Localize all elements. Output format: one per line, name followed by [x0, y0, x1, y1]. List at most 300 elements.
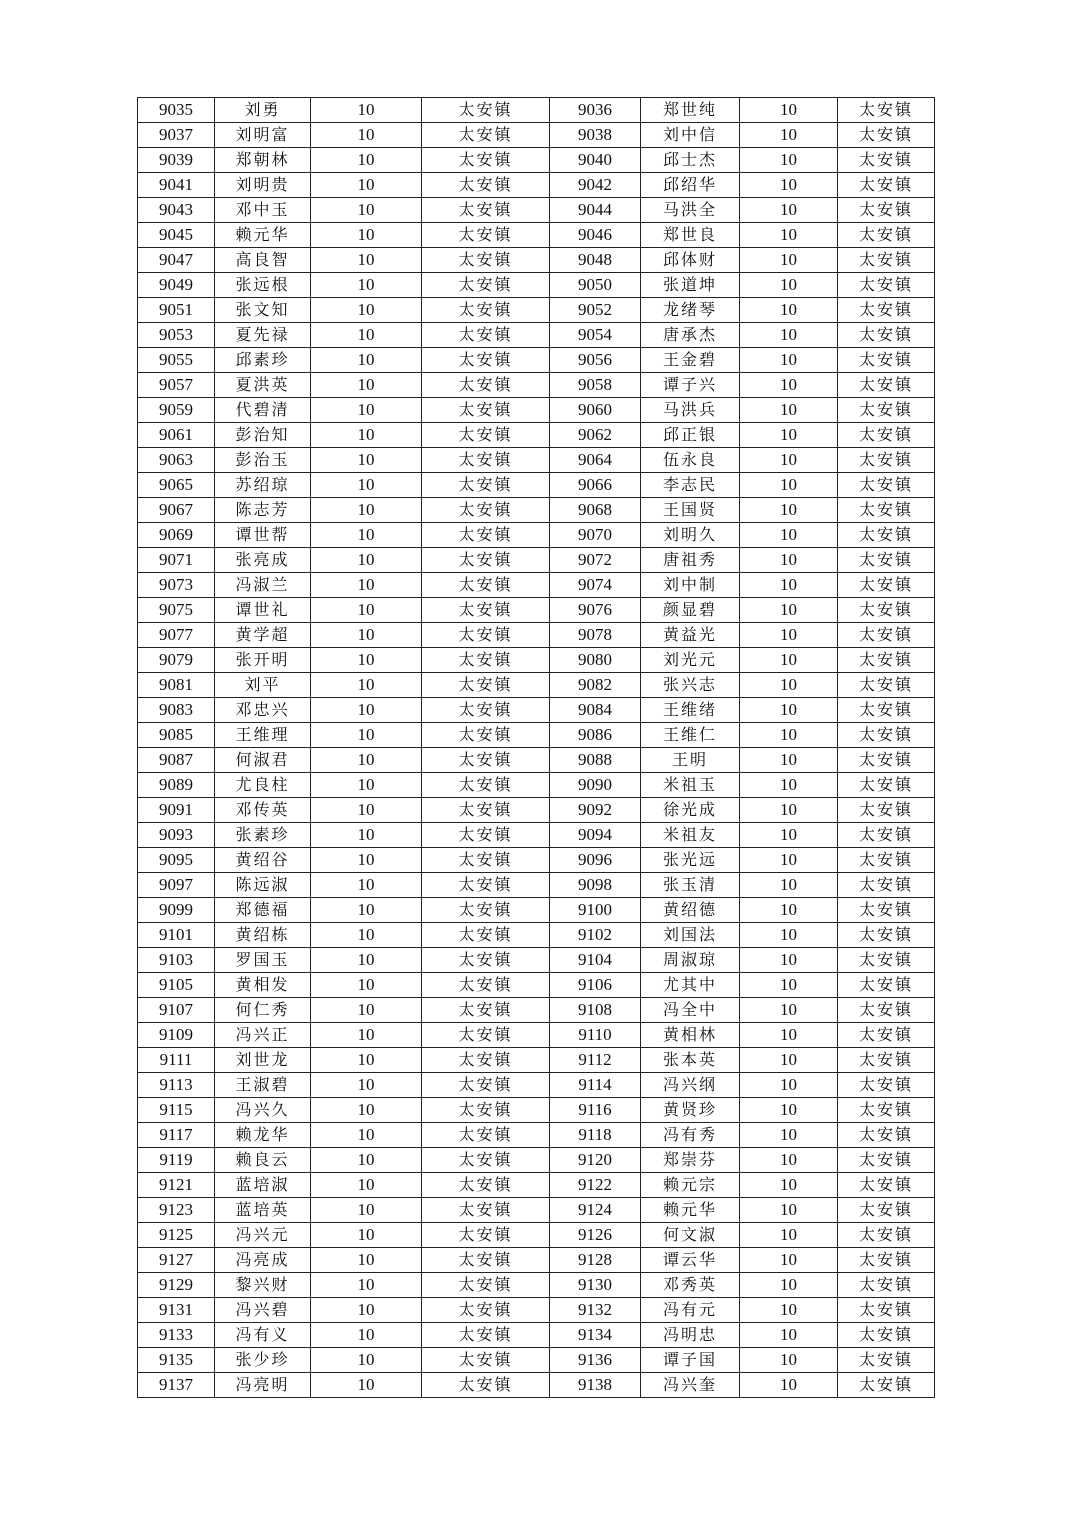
- id-cell: 9130: [550, 1273, 641, 1298]
- town-cell: 太安镇: [838, 723, 935, 748]
- id-cell: 9055: [138, 348, 215, 373]
- amount-cell: 10: [311, 1098, 422, 1123]
- name-cell: 彭治玉: [215, 448, 311, 473]
- town-cell: 太安镇: [838, 398, 935, 423]
- town-cell: 太安镇: [422, 1098, 550, 1123]
- amount-cell: 10: [740, 1223, 838, 1248]
- amount-cell: 10: [311, 298, 422, 323]
- name-cell: 张玉清: [641, 873, 740, 898]
- name-cell: 苏绍琼: [215, 473, 311, 498]
- table-row: [138, 248, 935, 273]
- table-row: [138, 1348, 935, 1373]
- name-cell: 王维仁: [641, 723, 740, 748]
- id-cell: 9106: [550, 973, 641, 998]
- amount-cell: 10: [311, 198, 422, 223]
- town-cell: 太安镇: [422, 498, 550, 523]
- town-cell: 太安镇: [422, 1298, 550, 1323]
- id-cell: 9103: [138, 948, 215, 973]
- amount-cell: 10: [740, 1373, 838, 1398]
- table-row: [138, 1248, 935, 1273]
- table-row: [138, 998, 935, 1023]
- town-cell: 太安镇: [838, 873, 935, 898]
- id-cell: 9125: [138, 1223, 215, 1248]
- id-cell: 9073: [138, 573, 215, 598]
- amount-cell: 10: [740, 973, 838, 998]
- name-cell: 邱体财: [641, 248, 740, 273]
- town-cell: 太安镇: [422, 1123, 550, 1148]
- amount-cell: 10: [740, 1173, 838, 1198]
- id-cell: 9051: [138, 298, 215, 323]
- id-cell: 9043: [138, 198, 215, 223]
- table-row: [138, 1323, 935, 1348]
- amount-cell: 10: [740, 198, 838, 223]
- town-cell: 太安镇: [422, 923, 550, 948]
- amount-cell: 10: [311, 1273, 422, 1298]
- name-cell: 谭子国: [641, 1348, 740, 1373]
- id-cell: 9092: [550, 798, 641, 823]
- table-row: [138, 548, 935, 573]
- name-cell: 冯亮成: [215, 1248, 311, 1273]
- id-cell: 9080: [550, 648, 641, 673]
- name-cell: 邱士杰: [641, 148, 740, 173]
- amount-cell: 10: [740, 123, 838, 148]
- town-cell: 太安镇: [422, 98, 550, 123]
- table-row: [138, 1298, 935, 1323]
- name-cell: 张本英: [641, 1048, 740, 1073]
- town-cell: 太安镇: [838, 848, 935, 873]
- id-cell: 9050: [550, 273, 641, 298]
- id-cell: 9116: [550, 1098, 641, 1123]
- town-cell: 太安镇: [838, 223, 935, 248]
- amount-cell: 10: [740, 523, 838, 548]
- town-cell: 太安镇: [838, 948, 935, 973]
- id-cell: 9138: [550, 1373, 641, 1398]
- town-cell: 太安镇: [422, 848, 550, 873]
- amount-cell: 10: [740, 898, 838, 923]
- name-cell: 冯亮明: [215, 1373, 311, 1398]
- amount-cell: 10: [740, 223, 838, 248]
- name-cell: 谭云华: [641, 1248, 740, 1273]
- id-cell: 9127: [138, 1248, 215, 1273]
- name-cell: 刘中信: [641, 123, 740, 148]
- name-cell: 张开明: [215, 648, 311, 673]
- amount-cell: 10: [740, 323, 838, 348]
- table-row: [138, 423, 935, 448]
- name-cell: 张文知: [215, 298, 311, 323]
- town-cell: 太安镇: [422, 448, 550, 473]
- name-cell: 张兴志: [641, 673, 740, 698]
- town-cell: 太安镇: [838, 273, 935, 298]
- id-cell: 9098: [550, 873, 641, 898]
- table-row: [138, 1123, 935, 1148]
- id-cell: 9039: [138, 148, 215, 173]
- table-row: [138, 398, 935, 423]
- town-cell: 太安镇: [422, 173, 550, 198]
- amount-cell: 10: [311, 1298, 422, 1323]
- name-cell: 米祖友: [641, 823, 740, 848]
- town-cell: 太安镇: [422, 873, 550, 898]
- town-cell: 太安镇: [838, 348, 935, 373]
- town-cell: 太安镇: [838, 1098, 935, 1123]
- town-cell: 太安镇: [422, 798, 550, 823]
- name-cell: 赖元华: [215, 223, 311, 248]
- town-cell: 太安镇: [838, 173, 935, 198]
- name-cell: 王维理: [215, 723, 311, 748]
- amount-cell: 10: [311, 98, 422, 123]
- id-cell: 9065: [138, 473, 215, 498]
- amount-cell: 10: [311, 1123, 422, 1148]
- name-cell: 邓传英: [215, 798, 311, 823]
- table-row: [138, 648, 935, 673]
- name-cell: 何文淑: [641, 1223, 740, 1248]
- name-cell: 冯兴正: [215, 1023, 311, 1048]
- amount-cell: 10: [740, 723, 838, 748]
- id-cell: 9062: [550, 423, 641, 448]
- amount-cell: 10: [740, 748, 838, 773]
- id-cell: 9052: [550, 298, 641, 323]
- id-cell: 9083: [138, 698, 215, 723]
- town-cell: 太安镇: [422, 223, 550, 248]
- amount-cell: 10: [740, 623, 838, 648]
- amount-cell: 10: [311, 1248, 422, 1273]
- town-cell: 太安镇: [838, 1248, 935, 1273]
- id-cell: 9054: [550, 323, 641, 348]
- name-cell: 刘明久: [641, 523, 740, 548]
- amount-cell: 10: [740, 573, 838, 598]
- name-cell: 赖元华: [641, 1198, 740, 1223]
- table-row: [138, 298, 935, 323]
- id-cell: 9097: [138, 873, 215, 898]
- name-cell: 王淑碧: [215, 1073, 311, 1098]
- amount-cell: 10: [740, 348, 838, 373]
- town-cell: 太安镇: [422, 148, 550, 173]
- table-row: [138, 1273, 935, 1298]
- table-row: [138, 223, 935, 248]
- id-cell: 9064: [550, 448, 641, 473]
- name-cell: 米祖玉: [641, 773, 740, 798]
- table-row: [138, 623, 935, 648]
- name-cell: 龙绪琴: [641, 298, 740, 323]
- id-cell: 9107: [138, 998, 215, 1023]
- name-cell: 刘光元: [641, 648, 740, 673]
- name-cell: 王维绪: [641, 698, 740, 723]
- name-cell: 冯淑兰: [215, 573, 311, 598]
- id-cell: 9071: [138, 548, 215, 573]
- id-cell: 9110: [550, 1023, 641, 1048]
- town-cell: 太安镇: [422, 998, 550, 1023]
- town-cell: 太安镇: [422, 473, 550, 498]
- name-cell: 夏洪英: [215, 373, 311, 398]
- town-cell: 太安镇: [838, 898, 935, 923]
- town-cell: 太安镇: [838, 1173, 935, 1198]
- amount-cell: 10: [311, 673, 422, 698]
- amount-cell: 10: [740, 673, 838, 698]
- table-row: [138, 848, 935, 873]
- town-cell: 太安镇: [422, 1023, 550, 1048]
- amount-cell: 10: [311, 448, 422, 473]
- town-cell: 太安镇: [838, 1373, 935, 1398]
- name-cell: 赖元宗: [641, 1173, 740, 1198]
- town-cell: 太安镇: [422, 398, 550, 423]
- town-cell: 太安镇: [838, 473, 935, 498]
- table-row: [138, 1098, 935, 1123]
- id-cell: 9035: [138, 98, 215, 123]
- id-cell: 9082: [550, 673, 641, 698]
- town-cell: 太安镇: [838, 1298, 935, 1323]
- name-cell: 邓秀英: [641, 1273, 740, 1298]
- town-cell: 太安镇: [838, 573, 935, 598]
- table-row: [138, 973, 935, 998]
- id-cell: 9045: [138, 223, 215, 248]
- id-cell: 9112: [550, 1048, 641, 1073]
- table-row: [138, 123, 935, 148]
- id-cell: 9077: [138, 623, 215, 648]
- town-cell: 太安镇: [838, 798, 935, 823]
- amount-cell: 10: [740, 248, 838, 273]
- amount-cell: 10: [311, 498, 422, 523]
- town-cell: 太安镇: [422, 823, 550, 848]
- amount-cell: 10: [740, 1098, 838, 1123]
- id-cell: 9113: [138, 1073, 215, 1098]
- name-cell: 李志民: [641, 473, 740, 498]
- amount-cell: 10: [311, 848, 422, 873]
- amount-cell: 10: [311, 123, 422, 148]
- name-cell: 黎兴财: [215, 1273, 311, 1298]
- id-cell: 9114: [550, 1073, 641, 1098]
- amount-cell: 10: [740, 598, 838, 623]
- table-row: [138, 873, 935, 898]
- name-cell: 张远根: [215, 273, 311, 298]
- town-cell: 太安镇: [838, 1323, 935, 1348]
- amount-cell: 10: [311, 1148, 422, 1173]
- name-cell: 马洪全: [641, 198, 740, 223]
- id-cell: 9122: [550, 1173, 641, 1198]
- table-row: [138, 1223, 935, 1248]
- name-cell: 刘平: [215, 673, 311, 698]
- id-cell: 9072: [550, 548, 641, 573]
- table-row: [138, 798, 935, 823]
- town-cell: 太安镇: [422, 1373, 550, 1398]
- amount-cell: 10: [740, 998, 838, 1023]
- id-cell: 9132: [550, 1298, 641, 1323]
- id-cell: 9136: [550, 1348, 641, 1373]
- amount-cell: 10: [740, 498, 838, 523]
- name-cell: 冯兴奎: [641, 1373, 740, 1398]
- name-cell: 郑朝林: [215, 148, 311, 173]
- town-cell: 太安镇: [422, 1173, 550, 1198]
- table-row: [138, 1023, 935, 1048]
- name-cell: 夏先禄: [215, 323, 311, 348]
- name-cell: 黄相发: [215, 973, 311, 998]
- town-cell: 太安镇: [422, 623, 550, 648]
- name-cell: 刘世龙: [215, 1048, 311, 1073]
- town-cell: 太安镇: [422, 673, 550, 698]
- name-cell: 黄益光: [641, 623, 740, 648]
- id-cell: 9067: [138, 498, 215, 523]
- name-cell: 刘明富: [215, 123, 311, 148]
- id-cell: 9078: [550, 623, 641, 648]
- id-cell: 9117: [138, 1123, 215, 1148]
- id-cell: 9068: [550, 498, 641, 523]
- amount-cell: 10: [311, 648, 422, 673]
- name-cell: 陈志芳: [215, 498, 311, 523]
- table-row: [138, 573, 935, 598]
- table-row: [138, 173, 935, 198]
- town-cell: 太安镇: [838, 523, 935, 548]
- table-row: [138, 98, 935, 123]
- amount-cell: 10: [740, 273, 838, 298]
- town-cell: 太安镇: [838, 698, 935, 723]
- name-cell: 唐祖秀: [641, 548, 740, 573]
- id-cell: 9100: [550, 898, 641, 923]
- amount-cell: 10: [740, 1323, 838, 1348]
- id-cell: 9108: [550, 998, 641, 1023]
- amount-cell: 10: [311, 948, 422, 973]
- town-cell: 太安镇: [422, 748, 550, 773]
- amount-cell: 10: [740, 1123, 838, 1148]
- name-cell: 颜显碧: [641, 598, 740, 623]
- name-cell: 陈远淑: [215, 873, 311, 898]
- amount-cell: 10: [740, 1273, 838, 1298]
- id-cell: 9090: [550, 773, 641, 798]
- town-cell: 太安镇: [838, 1223, 935, 1248]
- town-cell: 太安镇: [838, 123, 935, 148]
- town-cell: 太安镇: [422, 523, 550, 548]
- id-cell: 9133: [138, 1323, 215, 1348]
- amount-cell: 10: [740, 923, 838, 948]
- id-cell: 9118: [550, 1123, 641, 1148]
- town-cell: 太安镇: [838, 148, 935, 173]
- name-cell: 郑世纯: [641, 98, 740, 123]
- town-cell: 太安镇: [838, 748, 935, 773]
- name-cell: 冯兴元: [215, 1223, 311, 1248]
- town-cell: 太安镇: [422, 948, 550, 973]
- id-cell: 9096: [550, 848, 641, 873]
- id-cell: 9060: [550, 398, 641, 423]
- town-cell: 太安镇: [838, 373, 935, 398]
- amount-cell: 10: [311, 148, 422, 173]
- name-cell: 赖龙华: [215, 1123, 311, 1148]
- name-cell: 邱绍华: [641, 173, 740, 198]
- id-cell: 9095: [138, 848, 215, 873]
- amount-cell: 10: [311, 998, 422, 1023]
- subsidy-list-table: [137, 97, 935, 1398]
- table-row: [138, 348, 935, 373]
- id-cell: 9137: [138, 1373, 215, 1398]
- id-cell: 9135: [138, 1348, 215, 1373]
- town-cell: 太安镇: [838, 998, 935, 1023]
- amount-cell: 10: [740, 773, 838, 798]
- amount-cell: 10: [311, 1198, 422, 1223]
- table-row: [138, 448, 935, 473]
- town-cell: 太安镇: [422, 198, 550, 223]
- name-cell: 王金碧: [641, 348, 740, 373]
- amount-cell: 10: [311, 1348, 422, 1373]
- amount-cell: 10: [740, 648, 838, 673]
- id-cell: 9041: [138, 173, 215, 198]
- amount-cell: 10: [311, 698, 422, 723]
- id-cell: 9058: [550, 373, 641, 398]
- id-cell: 9053: [138, 323, 215, 348]
- amount-cell: 10: [311, 223, 422, 248]
- town-cell: 太安镇: [422, 598, 550, 623]
- id-cell: 9048: [550, 248, 641, 273]
- name-cell: 黄绍栋: [215, 923, 311, 948]
- table-row: [138, 198, 935, 223]
- town-cell: 太安镇: [422, 1248, 550, 1273]
- table-row: [138, 1148, 935, 1173]
- town-cell: 太安镇: [422, 723, 550, 748]
- amount-cell: 10: [311, 873, 422, 898]
- id-cell: 9099: [138, 898, 215, 923]
- name-cell: 郑德福: [215, 898, 311, 923]
- name-cell: 谭世帮: [215, 523, 311, 548]
- name-cell: 赖良云: [215, 1148, 311, 1173]
- town-cell: 太安镇: [422, 298, 550, 323]
- town-cell: 太安镇: [838, 1123, 935, 1148]
- name-cell: 伍永良: [641, 448, 740, 473]
- id-cell: 9075: [138, 598, 215, 623]
- table-row: [138, 523, 935, 548]
- name-cell: 郑世良: [641, 223, 740, 248]
- amount-cell: 10: [311, 898, 422, 923]
- town-cell: 太安镇: [422, 548, 550, 573]
- town-cell: 太安镇: [838, 323, 935, 348]
- town-cell: 太安镇: [838, 423, 935, 448]
- id-cell: 9084: [550, 698, 641, 723]
- amount-cell: 10: [311, 1073, 422, 1098]
- table-row: [138, 148, 935, 173]
- id-cell: 9104: [550, 948, 641, 973]
- town-cell: 太安镇: [838, 548, 935, 573]
- table-row: [138, 323, 935, 348]
- id-cell: 9093: [138, 823, 215, 848]
- amount-cell: 10: [311, 173, 422, 198]
- amount-cell: 10: [740, 298, 838, 323]
- id-cell: 9094: [550, 823, 641, 848]
- town-cell: 太安镇: [422, 573, 550, 598]
- amount-cell: 10: [740, 423, 838, 448]
- table-row: [138, 923, 935, 948]
- town-cell: 太安镇: [838, 673, 935, 698]
- amount-cell: 10: [311, 798, 422, 823]
- id-cell: 9076: [550, 598, 641, 623]
- table-row: [138, 673, 935, 698]
- name-cell: 黄相林: [641, 1023, 740, 1048]
- amount-cell: 10: [311, 1373, 422, 1398]
- amount-cell: 10: [311, 623, 422, 648]
- name-cell: 冯全中: [641, 998, 740, 1023]
- amount-cell: 10: [311, 423, 422, 448]
- table-row: [138, 823, 935, 848]
- name-cell: 罗国玉: [215, 948, 311, 973]
- id-cell: 9061: [138, 423, 215, 448]
- amount-cell: 10: [311, 1023, 422, 1048]
- name-cell: 蓝培淑: [215, 1173, 311, 1198]
- amount-cell: 10: [740, 848, 838, 873]
- id-cell: 9129: [138, 1273, 215, 1298]
- town-cell: 太安镇: [422, 698, 550, 723]
- amount-cell: 10: [311, 548, 422, 573]
- name-cell: 刘中制: [641, 573, 740, 598]
- table-row: [138, 373, 935, 398]
- amount-cell: 10: [740, 823, 838, 848]
- id-cell: 9044: [550, 198, 641, 223]
- name-cell: 彭治知: [215, 423, 311, 448]
- name-cell: 邱素珍: [215, 348, 311, 373]
- town-cell: 太安镇: [838, 1198, 935, 1223]
- name-cell: 何淑君: [215, 748, 311, 773]
